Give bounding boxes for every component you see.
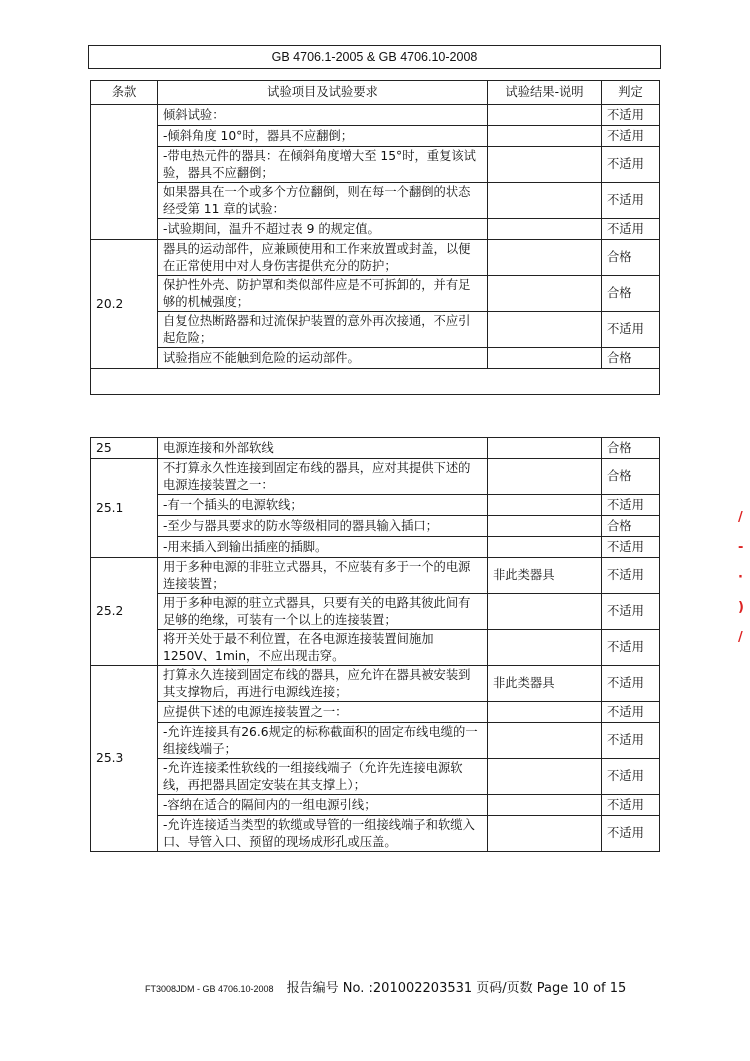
verdict-cell: 不适用 [602,666,660,702]
result-cell [488,240,602,276]
table-row [91,348,660,369]
seal-stamp-fragment: / - · ) / [738,510,744,645]
requirement-cell: 试验指应不能触到危险的运动部件。 [158,348,488,369]
result-cell [488,816,602,852]
result-cell [488,459,602,495]
table-row [91,459,660,495]
verdict-cell: 不适用 [602,558,660,594]
verdict-cell: 不适用 [602,126,660,147]
table-row [91,438,660,459]
requirement-cell: 器具的运动部件，应兼顾使用和工作来放置或封盖，以便在正常使用中对人身伤害提供充分的防护； [158,240,488,276]
verdict-cell: 不适用 [602,147,660,183]
verdict-cell: 不适用 [602,816,660,852]
result-cell [488,702,602,723]
table-row [91,594,660,630]
result-cell: 非此类器具 [488,666,602,702]
verdict-cell: 合格 [602,240,660,276]
verdict-cell: 不适用 [602,537,660,558]
table-header-row [91,81,660,105]
result-cell [488,276,602,312]
table-row [91,666,660,702]
table-row [91,558,660,594]
col-header-result: 试验结果-说明 [488,81,602,105]
table-row [91,795,660,816]
result-cell [488,147,602,183]
table-row [91,312,660,348]
result-cell [488,495,602,516]
requirement-cell: -允许连接具有26.6规定的标称截面积的固定布线电缆的一组接线端子； [158,723,488,759]
table-row [91,630,660,666]
result-cell: 非此类器具 [488,558,602,594]
table-row [91,702,660,723]
clause-cell: 25 [91,438,158,459]
verdict-cell: 不适用 [602,759,660,795]
table-row [91,126,660,147]
result-cell [488,312,602,348]
result-cell [488,537,602,558]
result-cell [488,759,602,795]
verdict-cell: 合格 [602,276,660,312]
requirement-cell: 用于多种电源的驻立式器具，只要有关的电路其彼此间有足够的绝缘，可装有一个以上的连接装置； [158,594,488,630]
clause-cell [91,105,158,240]
requirement-cell: 打算永久连接到固定布线的器具，应允许在器具被安装到其支撑物后，再进行电源线连接； [158,666,488,702]
gap-cell [91,369,660,395]
clause-cell: 25.1 [91,459,158,558]
result-cell [488,183,602,219]
test-table-lower [90,437,660,852]
requirement-cell: -用来插入到输出插座的插脚。 [158,537,488,558]
test-table-upper [90,80,660,395]
col-header-clause: 条款 [91,81,158,105]
verdict-cell: 不适用 [602,495,660,516]
result-cell [488,105,602,126]
requirement-cell: 倾斜试验： [158,105,488,126]
result-cell [488,126,602,147]
verdict-cell: 合格 [602,516,660,537]
result-cell [488,219,602,240]
requirement-cell: -试验期间，温升不超过表 9 的规定值。 [158,219,488,240]
requirement-cell: 不打算永久性连接到固定布线的器具，应对其提供下述的电源连接装置之一： [158,459,488,495]
result-cell [488,723,602,759]
clause-cell: 25.2 [91,558,158,666]
table-row [91,276,660,312]
verdict-cell: 不适用 [602,105,660,126]
verdict-cell: 不适用 [602,219,660,240]
requirement-cell: 用于多种电源的非驻立式器具，不应装有多于一个的电源连接装置； [158,558,488,594]
table-row [91,759,660,795]
requirement-cell: 应提供下述的电源连接装置之一： [158,702,488,723]
verdict-cell: 不适用 [602,795,660,816]
requirement-cell: 如果器具在一个或多个方位翻倒，则在每一个翻倒的状态经受第 11 章的试验： [158,183,488,219]
result-cell [488,630,602,666]
requirement-cell: 保护性外壳、防护罩和类似部件应是不可拆卸的，并有足够的机械强度； [158,276,488,312]
table-row [91,495,660,516]
table-row [91,240,660,276]
requirement-cell: 将开关处于最不利位置，在各电源连接装置间施加 1250V、1min，不应出现击穿。 [158,630,488,666]
result-cell [488,516,602,537]
result-cell [488,795,602,816]
clause-cell: 25.3 [91,666,158,852]
requirement-cell: -允许连接适当类型的软缆或导管的一组接线端子和软缆入口、导管入口、预留的现场成形孔或压盖。 [158,816,488,852]
verdict-cell: 不适用 [602,630,660,666]
standard-header: GB 4706.1-2005 & GB 4706.10-2008 [88,45,661,69]
page-footer [145,977,626,996]
result-cell [488,594,602,630]
requirement-cell: 电源连接和外部软线 [158,438,488,459]
clause-cell: 20.2 [91,240,158,369]
table-row [91,147,660,183]
table-gap-row [91,369,660,395]
requirement-cell: 自复位热断路器和过流保护装置的意外再次接通，不应引起危险； [158,312,488,348]
requirement-cell: -倾斜角度 10°时，器具不应翻倒； [158,126,488,147]
result-cell [488,348,602,369]
col-header-verdict: 判定 [602,81,660,105]
col-header-requirement: 试验项目及试验要求 [158,81,488,105]
result-cell [488,438,602,459]
requirement-cell: -带电热元件的器具：在倾斜角度增大至 15°时，重复该试验，器具不应翻倒； [158,147,488,183]
verdict-cell: 合格 [602,348,660,369]
verdict-cell: 合格 [602,438,660,459]
table-row [91,537,660,558]
verdict-cell: 不适用 [602,723,660,759]
verdict-cell: 不适用 [602,183,660,219]
table-row [91,516,660,537]
requirement-cell: -允许连接柔性软线的一组接线端子（允许先连接电源软线，再把器具固定安装在其支撑上）； [158,759,488,795]
report-number-page: 报告编号 No. :201002203531 页码/页数 Page 10 of 15 [286,981,627,996]
requirement-cell: -容纳在适合的隔间内的一组电源引线； [158,795,488,816]
verdict-cell: 不适用 [602,312,660,348]
verdict-cell: 不适用 [602,702,660,723]
verdict-cell: 合格 [602,459,660,495]
form-code: FT3008JDM - GB 4706.10-2008 [145,984,274,994]
table-row [91,723,660,759]
table-row [91,219,660,240]
requirement-cell: -有一个插头的电源软线； [158,495,488,516]
verdict-cell: 不适用 [602,594,660,630]
table-row [91,183,660,219]
table-row [91,105,660,126]
table-row [91,816,660,852]
requirement-cell: -至少与器具要求的防水等级相同的器具输入插口； [158,516,488,537]
